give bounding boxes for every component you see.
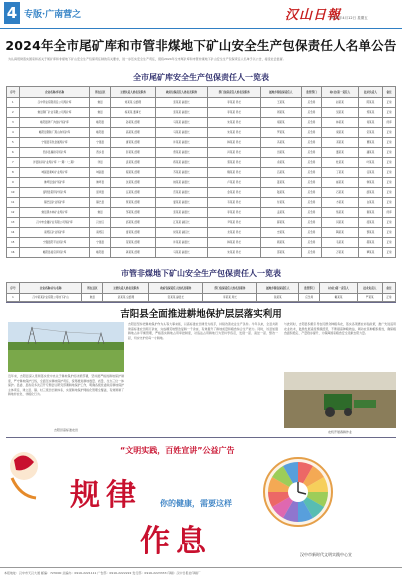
table-cell: 余某某 <box>261 158 302 168</box>
table-cell: 9 <box>7 178 20 188</box>
table-cell: 吕某某 <box>261 168 302 178</box>
table-cell: 朱某某 局长 <box>208 118 261 128</box>
column-header: 政府包保责任人姓名及职务 <box>149 283 203 294</box>
column-header: 主要负责人姓名及职务 <box>103 283 149 294</box>
table-cell: 尹某某 局长 <box>208 218 261 228</box>
farmland-photo <box>8 322 124 372</box>
table-cell: 金某某 局长 <box>208 188 261 198</box>
table-cell: 16 <box>7 248 20 258</box>
table-cell: 蒋某某 副县长 <box>155 158 208 168</box>
table-cell: 正常 <box>383 188 396 198</box>
table-cell: 应急局 <box>301 178 322 188</box>
table-cell: 付某某 <box>261 198 302 208</box>
table-cell: 1 <box>7 98 20 108</box>
table2-title: 市管非煤地下矿山安全生产包保责任人一览表 <box>121 268 281 278</box>
header-divider <box>0 28 402 29</box>
table-cell: 15 <box>7 238 20 248</box>
table-cell: 勉县黑木林矿业尾矿库 <box>19 208 90 218</box>
table-cell: 侯某某 副区长 <box>155 228 208 238</box>
table-cell: 邹某某 经理 <box>110 208 155 218</box>
table-cell: 许某某 副县长 <box>155 138 208 148</box>
table-cell: 应急局 <box>301 248 322 258</box>
table-cell: 曹某某 <box>358 138 383 148</box>
table-cell: 李某某 局长 <box>208 98 261 108</box>
table-cell: 正常 <box>383 158 396 168</box>
table-cell: 南郑区 <box>90 228 111 238</box>
table-cell: 略阳县铧厂沟金矿尾矿库 <box>19 118 90 128</box>
table-cell: 勉县 <box>82 294 103 302</box>
table-cell: 洋县铁河矿业尾矿库（一期）（二期） <box>19 158 90 168</box>
table-cell: 郝某某 <box>358 238 383 248</box>
table-cell: 13 <box>7 218 20 228</box>
table-row <box>7 188 396 198</box>
table-cell: 胡某某 <box>261 118 302 128</box>
article-column-2: 吉阳县坚持把耕地保护作为头等大事来抓，以高标准农田建设为抓手，持续改善农业生产条件。今年以来，全县共新建高标准农田两万余亩，完成撂荒地整治复耕一千余亩，有效提升了耕地质量和粮食综合生产能力。同时，该县加强耕地占补平衡管理，严格落实耕地占用审批制度，对违法占用耕地行为坚持零容忍，发现一起、查处一起、整改一起，切实守护好每一寸耕地。 <box>128 322 278 340</box>
table-cell: 熊某某 <box>322 208 358 218</box>
table-cell: 勉县 <box>90 108 111 118</box>
table-cell: 潘某某 <box>358 148 383 158</box>
page-header <box>0 0 402 32</box>
ad-footer-line: 汉中市新时代文明实践中心宣 <box>300 552 352 557</box>
table-cell: 马某某 副县长 <box>155 248 208 258</box>
table-cell: 雷某某 经理 <box>110 228 155 238</box>
table-cell: 汪某某 经理 <box>110 188 155 198</box>
table-cell: 田某某 <box>261 148 302 158</box>
table-row <box>7 294 396 302</box>
column-header: 技术负责人 <box>357 283 382 294</box>
table-cell: 邓某某 <box>322 138 358 148</box>
table-cell: 唐某某 经理 <box>110 138 155 148</box>
table-cell: 魏某某 局长 <box>208 168 261 178</box>
ad-emblem <box>6 448 42 508</box>
table-cell: 闭库 <box>383 208 396 218</box>
table-row <box>7 158 396 168</box>
table-cell: 钱某某 <box>257 294 299 302</box>
column-header: 政府包保责任人姓名及职务 <box>155 87 208 98</box>
column-header: 部门包保责任人姓名及职务 <box>203 283 257 294</box>
article-column-1: 近年来，吉阳县深入贯彻落实党中央关于耕地保护的决策部署，坚持最严格的耕地保护制度，严守耕地保护红线，全面压实耕地保护责任，统筹推进耕地数量、质量、生态三位一体保护。县委、县政府多次召开专题会议研究部署耕地保护工作，明确各级党委政府耕地保护主体责任，建立县、镇、村三级田长制体系，实现耕地保护网格化管理全覆盖，有效遏制了耕地非农化、非粮化行为。 <box>8 374 124 397</box>
table-cell: 略阳县钢铁厂黑山沟尾矿库 <box>19 128 90 138</box>
table-cell: 罗某某 <box>261 128 302 138</box>
table-cell: 孟某某 <box>261 208 302 218</box>
table-cell: 应急局 <box>301 138 322 148</box>
table-cell: 杨某某 董事长 <box>110 108 155 118</box>
table-header-row <box>7 283 396 294</box>
table-row <box>7 248 396 258</box>
table-cell: 陆某某 <box>261 188 302 198</box>
column-header: 备注 <box>383 87 396 98</box>
table-cell: 李某某 局长 <box>208 108 261 118</box>
photo-caption: 农机开展春耕作业 <box>327 430 352 434</box>
table-cell: 宋某某 <box>358 128 383 138</box>
page-number: 4 <box>4 2 20 24</box>
table-cell: 贺某某 经理 <box>110 238 155 248</box>
table-cell: 贾某某 经理 <box>110 198 155 208</box>
column-header: 村(社)第一责任人 <box>322 87 358 98</box>
table-cell: 正常 <box>383 138 396 148</box>
table-cell: 钟某某 <box>358 178 383 188</box>
table-cell: 应急局 <box>301 128 322 138</box>
table-cell: 正常 <box>383 128 396 138</box>
table-cell: 邱某某 经理 <box>110 218 155 228</box>
table-cell: 城固县秦岭矿业尾矿库 <box>19 168 90 178</box>
table-cell: 戴某某 <box>320 294 357 302</box>
table-row <box>7 178 396 188</box>
table-cell: 应急局 <box>301 108 322 118</box>
newspaper-masthead: 汉山日報 <box>285 8 342 23</box>
page-footer: 本报地址：汉中市天汉大道 邮编：723000 总编办：0916-2221111 广告部：0916-2222222 发行部：0916-2223333 印刷：汉中日报社印刷厂 <box>0 567 402 579</box>
column-header: 属地乡镇包保责任人 <box>261 87 302 98</box>
table-cell: 洋县 <box>90 158 111 168</box>
ad-headline-1: 规律 <box>70 478 142 513</box>
table-cell: 卢某某 局长 <box>208 178 261 188</box>
column-header: 序号 <box>7 283 20 294</box>
table-cell: 应急局 <box>301 208 322 218</box>
table-cell: 张某某 副县长 <box>155 208 208 218</box>
table-cell: 正常 <box>383 148 396 158</box>
table-cell: 正常 <box>383 248 396 258</box>
table-cell: 西乡县 <box>90 148 111 158</box>
table-cell: 姜某某 <box>261 178 302 188</box>
table-row <box>7 228 396 238</box>
table-cell: 白某某 <box>358 198 383 208</box>
table-cell: 应急局 <box>301 218 322 228</box>
table-cell: 汉中市金属矿业有限公司尾矿库 <box>19 218 90 228</box>
table-cell: 林某某 <box>322 118 358 128</box>
ad-subtitle: 你的健康，需要这样 <box>160 499 232 508</box>
table-cell: 严某某 <box>357 294 382 302</box>
table-cell: 梁某某 <box>322 128 358 138</box>
section-divider <box>6 302 396 303</box>
table-cell: 汉台区 <box>90 218 111 228</box>
table-cell: 宁强县有色金属尾矿库 <box>19 138 90 148</box>
table-cell: 杜某某 <box>322 158 358 168</box>
table-cell: 韩某某 局长 <box>208 238 261 248</box>
table-cell: 南郑区矿业尾矿库 <box>19 228 90 238</box>
table-cell: 郑某某 <box>358 108 383 118</box>
table-cell: 段某某 <box>358 218 383 228</box>
table-cell: 曾某某 副县长 <box>155 148 208 158</box>
table-cell: 李某某 局长 <box>203 294 257 302</box>
table-cell: 陈某某 <box>358 98 383 108</box>
table-cell: 10 <box>7 188 20 198</box>
table-cell: 略阳县 <box>90 118 111 128</box>
table-cell: 正常 <box>383 178 396 188</box>
table-cell: 任某某 <box>358 168 383 178</box>
table-cell: 汉中锌业有限责任公司尾矿库 <box>19 98 90 108</box>
table-row <box>7 168 396 178</box>
table-cell: 留坝县 <box>90 188 111 198</box>
table-cell: 应急局 <box>301 98 322 108</box>
ad-slogan: “文明实践，百姓宣讲”公益广告 <box>120 446 235 455</box>
table-cell: 正常 <box>383 108 396 118</box>
table-cell: 应急局 <box>301 148 322 158</box>
table-cell: 许某某 副县长 <box>155 238 208 248</box>
table-cell: 龙某某 局长 <box>208 228 261 238</box>
table-cell: 勉县铜厂矿业有限公司尾矿库 <box>19 108 90 118</box>
table-cell: 应急局 <box>301 188 322 198</box>
table-cell: 张某某 副县长 <box>149 294 203 302</box>
table-cell: 留坝县铅锌矿尾矿库 <box>19 188 90 198</box>
table-cell: 顾某某 <box>261 238 302 248</box>
table-cell: 孙某某 经理 <box>110 118 155 128</box>
column-header: 属地乡镇包保责任人 <box>257 283 299 294</box>
table-cell: 应急局 <box>301 158 322 168</box>
public-service-ad <box>0 440 402 565</box>
table-cell: 周某某 <box>261 108 302 118</box>
table-cell: 8 <box>7 168 20 178</box>
column-header: 企业名称/矿山名称 <box>19 283 81 294</box>
table-row <box>7 138 396 148</box>
table-cell: 韩某某 局长 <box>208 138 261 148</box>
table-cell: 刘某某 总经理 <box>110 98 155 108</box>
table-cell: 韦某某 局长 <box>208 198 261 208</box>
table-cell: 高某某 经理 <box>110 128 155 138</box>
table-cell: 正常 <box>383 198 396 208</box>
table-cell: 正常 <box>383 238 396 248</box>
table-cell: 姚某某 副县长 <box>155 178 208 188</box>
table-cell: 范某某 副县长 <box>155 188 208 198</box>
table-cell: 2 <box>7 108 20 118</box>
table-cell: 7 <box>7 158 20 168</box>
column-header: 技术负责人 <box>358 87 383 98</box>
table-cell: 冯某某 <box>261 138 302 148</box>
table-row <box>7 108 396 118</box>
table-cell: 江某某 副区长 <box>155 218 208 228</box>
table-cell: 朱某某 局长 <box>208 128 261 138</box>
table-cell: 方某某 <box>322 198 358 208</box>
table-cell: 武某某 总经理 <box>103 294 149 302</box>
column-header: 备注 <box>382 283 395 294</box>
table1-title: 全市尾矿库安全生产包保责任人一览表 <box>133 72 269 82</box>
table-cell: 毛某某 <box>322 238 358 248</box>
table-cell: 马某某 副县长 <box>155 128 208 138</box>
table-cell: 沈某某 经理 <box>110 178 155 188</box>
date-line: 2024年4月12日 星期五 <box>330 16 368 20</box>
table-cell: 薛某某 <box>261 218 302 228</box>
table-cell: 14 <box>7 228 20 238</box>
table-cell: 正常 <box>383 218 396 228</box>
table-cell: 陶某某 <box>322 228 358 238</box>
table-row <box>7 208 396 218</box>
notice-title: 2024年全市尾矿库和市管非煤地下矿山安全生产包保责任人名单公告 <box>5 38 397 53</box>
table-cell: 朱某某 局长 <box>208 248 261 258</box>
table-cell: 城固县 <box>90 168 111 178</box>
table-cell: 正常 <box>383 168 396 178</box>
table-cell: 何某某 <box>358 118 383 128</box>
table-cell: 崔某某 <box>322 178 358 188</box>
table-row <box>7 238 396 248</box>
table-cell: 李某某 局长 <box>208 208 261 218</box>
table-cell: 应急局 <box>301 118 322 128</box>
table-cell: 肖某某 局长 <box>208 148 261 158</box>
table-cell: 镇巴县 <box>90 198 111 208</box>
table-cell: 4 <box>7 128 20 138</box>
table-row <box>7 98 396 108</box>
table-cell: 闭库 <box>383 118 396 128</box>
notice-intro: 为认真贯彻落实国家和省关于尾矿库和非煤地下矿山安全生产包保责任制的有关要求，进一步压实安全生产责任，现将2024年全市尾矿库和市管非煤地下矿山安全生产包保责任人名单予以公告，接受社会监督。 <box>8 57 286 61</box>
table-cell: 黎某某 <box>358 228 383 238</box>
tailings-table <box>6 86 396 258</box>
table-cell: 西乡县鹿龄寺尾矿库 <box>19 148 90 158</box>
column-header: 部门包保责任人姓名及职务 <box>208 87 261 98</box>
table-cell: 汉中某某矿业有限公司地下矿山 <box>19 294 81 302</box>
table-cell: 正常 <box>383 228 396 238</box>
table-cell: 3 <box>7 118 20 128</box>
table-cell: 龚某某 经理 <box>110 248 155 258</box>
column-header: 所在县区 <box>82 283 103 294</box>
table-cell: 马某某 副县长 <box>155 118 208 128</box>
table-row <box>7 198 396 208</box>
table-cell: 略阳县 <box>90 248 111 258</box>
table-cell: 张某某 副县长 <box>155 108 208 118</box>
column-header: 村(社)第一责任人 <box>320 283 357 294</box>
table-row <box>7 118 396 128</box>
table-cell: 廖某某 <box>358 188 383 198</box>
clock-icon <box>262 456 334 528</box>
column-header: 企业名称/库名称 <box>19 87 90 98</box>
table-row <box>7 148 396 158</box>
table-cell: 吴某某 <box>322 108 358 118</box>
article-title: 吉阳县全面推进耕地保护层层落实利用 <box>120 309 282 320</box>
table-cell: 覃某某 <box>358 248 383 258</box>
table-cell: 1 <box>7 294 20 302</box>
table-cell: 董某某 <box>322 148 358 158</box>
table-cell: 秦某某 <box>358 208 383 218</box>
table-cell: 宁强县 <box>90 238 111 248</box>
table-cell: 应急局 <box>299 294 320 302</box>
mine-table <box>6 282 396 302</box>
table-cell: 宁强县 <box>90 138 111 148</box>
table-cell: 略阳县 <box>90 128 111 138</box>
column-header: 序号 <box>7 87 20 98</box>
table-cell: 应急局 <box>301 168 322 178</box>
column-header: 所在县区 <box>90 87 111 98</box>
table-cell: 彭某某 经理 <box>110 148 155 158</box>
table-cell: 略阳县接官亭尾矿库 <box>19 248 90 258</box>
column-header: 监管部门 <box>299 283 320 294</box>
table-cell: 镇巴县矿业尾矿库 <box>19 198 90 208</box>
table-cell: 苏某某 副县长 <box>155 168 208 178</box>
table-cell: 叶某某 <box>358 158 383 168</box>
table-cell: 史某某 <box>261 228 302 238</box>
table-cell: 万某某 <box>322 248 358 258</box>
photo-caption: 吉阳县高标准农田 <box>53 428 78 432</box>
column-header: 主要负责人姓名及职务 <box>110 87 155 98</box>
table-cell: 赵某某 <box>322 98 358 108</box>
table-cell: 丁某某 <box>322 168 358 178</box>
table-cell: 宁强县阳平关尾矿库 <box>19 238 90 248</box>
table-cell: 张某某 副县长 <box>155 98 208 108</box>
table-cell: 袁某某 经理 <box>110 158 155 168</box>
table-cell: 6 <box>7 148 20 158</box>
tractor-photo <box>284 372 396 428</box>
table-cell: 佛坪县 <box>90 178 111 188</box>
table-row <box>7 128 396 138</box>
article-column-3: 与此同时，吉阳县积极引导农民群众种粮务农，落实各项惠农补贴政策，推广先进适用农业技术，鼓励发展适度规模经营，不断提高种粮效益，调动农民种粮积极性，确保粮食面积稳定、产量稳步提升，为保障国家粮食安全贡献吉阳力量。 <box>284 322 396 336</box>
table-cell: 蔡某某 局长 <box>208 158 261 168</box>
table-cell: 邵某某 <box>261 248 302 258</box>
table-cell: 正常 <box>382 294 395 302</box>
table-cell: 勉县 <box>90 208 111 218</box>
table-cell: 石某某 <box>322 188 358 198</box>
table-cell: 11 <box>7 198 20 208</box>
table-cell: 12 <box>7 208 20 218</box>
ad-headline-2: 作息 <box>140 524 212 559</box>
column-header: 监管部门 <box>301 87 322 98</box>
table-cell: 正常 <box>383 98 396 108</box>
section-divider <box>6 437 396 438</box>
table-cell: 王某某 <box>261 98 302 108</box>
table-header-row <box>7 87 396 98</box>
table-cell: 应急局 <box>301 228 322 238</box>
table-cell: 程某某 经理 <box>110 168 155 178</box>
table-cell: 佛坪县金矿尾矿库 <box>19 178 90 188</box>
table-cell: 勉县 <box>90 98 111 108</box>
table-cell: 应急局 <box>301 238 322 248</box>
table-row <box>7 218 396 228</box>
table-cell: 夏某某 副县长 <box>155 198 208 208</box>
table-cell: 应急局 <box>301 198 322 208</box>
section-name: 专版·广南营之 <box>24 10 82 20</box>
table-cell: 闫某某 <box>322 218 358 228</box>
table-cell: 5 <box>7 138 20 148</box>
